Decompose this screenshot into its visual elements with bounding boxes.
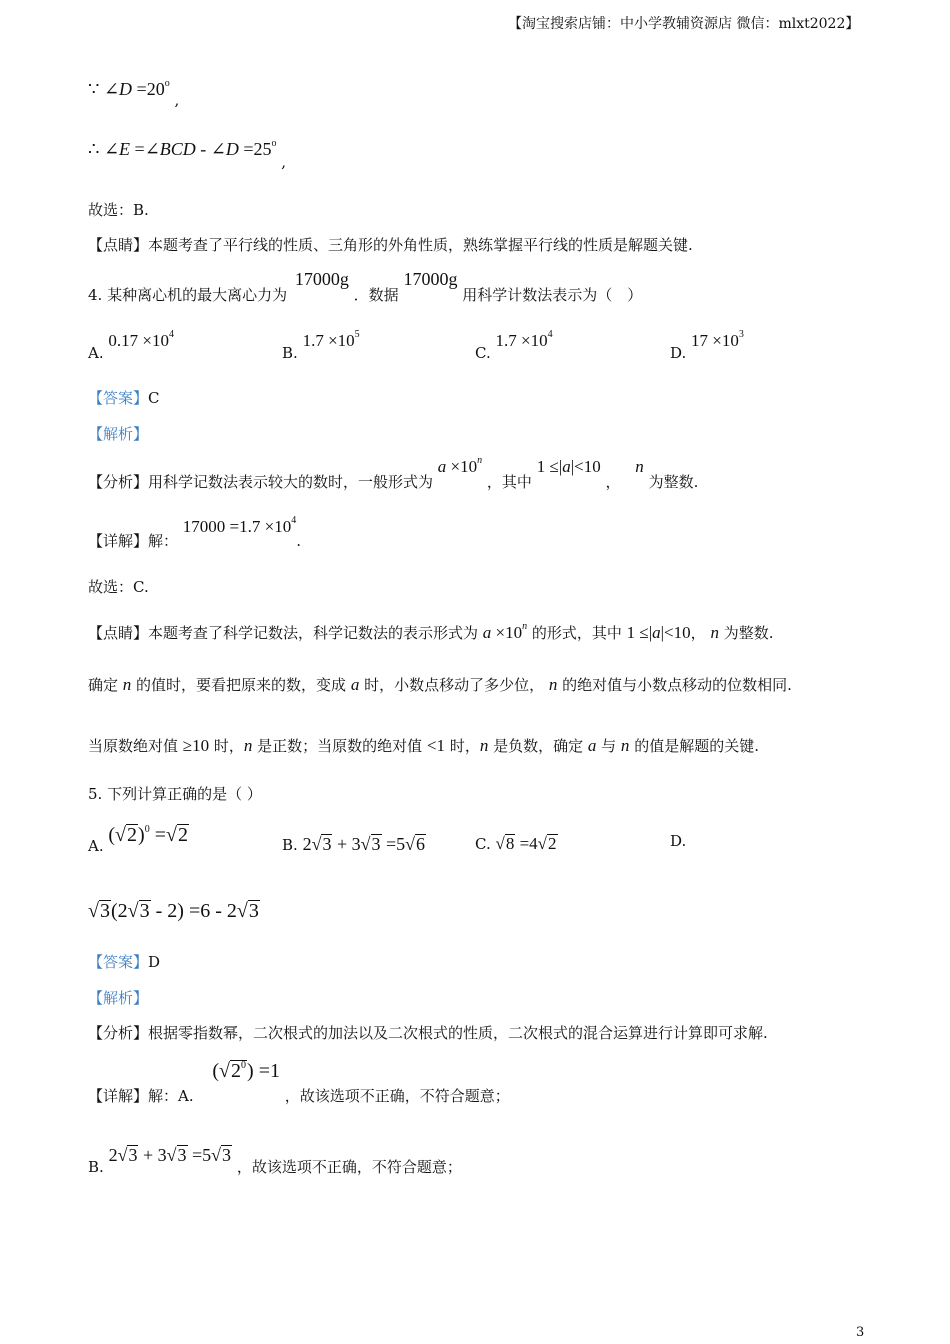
q4-jiexi: 【解析】: [88, 425, 149, 443]
q5-option-b: B. 2√3 + 3√3 =5√6: [282, 834, 426, 854]
q4-original: 当原数绝对值 ≥10 时，n 是正数；当原数的绝对值 <1 时，n 是负数，确定 a 与 n 的值是解题的关键.: [88, 736, 759, 755]
q4-answer: 【答案】C: [88, 389, 160, 407]
q4-option-d: D. $17 \times 10^3$: [670, 329, 744, 362]
page-header: 【淘宝搜索店铺：中小学教辅资源店 微信：mlxt2022】: [508, 16, 860, 32]
q5-xiangjie: 【详解】解：A. $(√2^0) =1$ ，故该选项不正确，不符合题意；: [88, 1060, 510, 1105]
q5-option-a: A. $(√2)^0 =√2$: [88, 824, 188, 855]
q4-option-a: A. $0.17 \times 10^4$: [88, 329, 174, 362]
q4-fenxi: 【分析】用科学记数法表示较大的数时，一般形式为 $a \times 10^n$ ，其中 1 ≤|a|<10 ， n 为整数.: [88, 455, 699, 491]
line-because: ∵ ∠D $=20^o$ ,: [88, 78, 180, 109]
q5-option-d-expr: √3(2√3 - 2) =6 - 2√3: [88, 900, 259, 922]
q5-stem: 5. 下列计算正确的是（ ）: [88, 785, 262, 803]
page-number: 3: [856, 1325, 865, 1340]
q5-answer: 【答案】D: [88, 953, 161, 971]
q4-xiangjie: 【详解】解： $17000 =1.7 \times 10^4$.: [88, 515, 302, 550]
q5-option-c: C. √8 =4√2: [475, 834, 557, 853]
q5-option-d-label: D.: [670, 832, 687, 850]
choose-b: 故选：B.: [88, 201, 149, 219]
line-therefore: ∴ ∠E =∠BCD - ∠D $=25^o$ ,: [88, 138, 287, 171]
q5-b-detail: B. 2√3 + 3√3 =5√3 ，故该选项不正确，不符合题意；: [88, 1145, 462, 1176]
q4-choose: 故选：C.: [88, 578, 149, 596]
q4-stem: 4. 某种离心机的最大离心力为 17000g ．数据 17000g 用科学计数法表示为（ ）: [88, 269, 643, 304]
q5-jiexi: 【解析】: [88, 989, 149, 1007]
q5-fenxi: 【分析】根据零指数幂，二次根式的加法以及二次根式的性质，二次根式的混合运算进行计算即可求解.: [88, 1024, 768, 1042]
q4-option-b: B. $1.7 \times 10^5$: [282, 329, 360, 362]
q4-dianjing: 【点睛】本题考查了科学记数法，科学记数法的表示形式为 $a \times 10^n$ 的形式，其中 1 ≤|a|<10， n 为整数.: [88, 621, 774, 642]
dianjing-3: 【点睛】本题考查了平行线的性质、三角形的外角性质，熟练掌握平行线的性质是解题关键.: [88, 236, 693, 254]
q4-confirm: 确定 n 的值时，要看把原来的数，变成 a 时，小数点移动了多少位， n 的绝对值与小数点移动的位数相同.: [88, 675, 792, 694]
q4-option-c: C. $1.7 \times 10^4$: [475, 329, 553, 362]
